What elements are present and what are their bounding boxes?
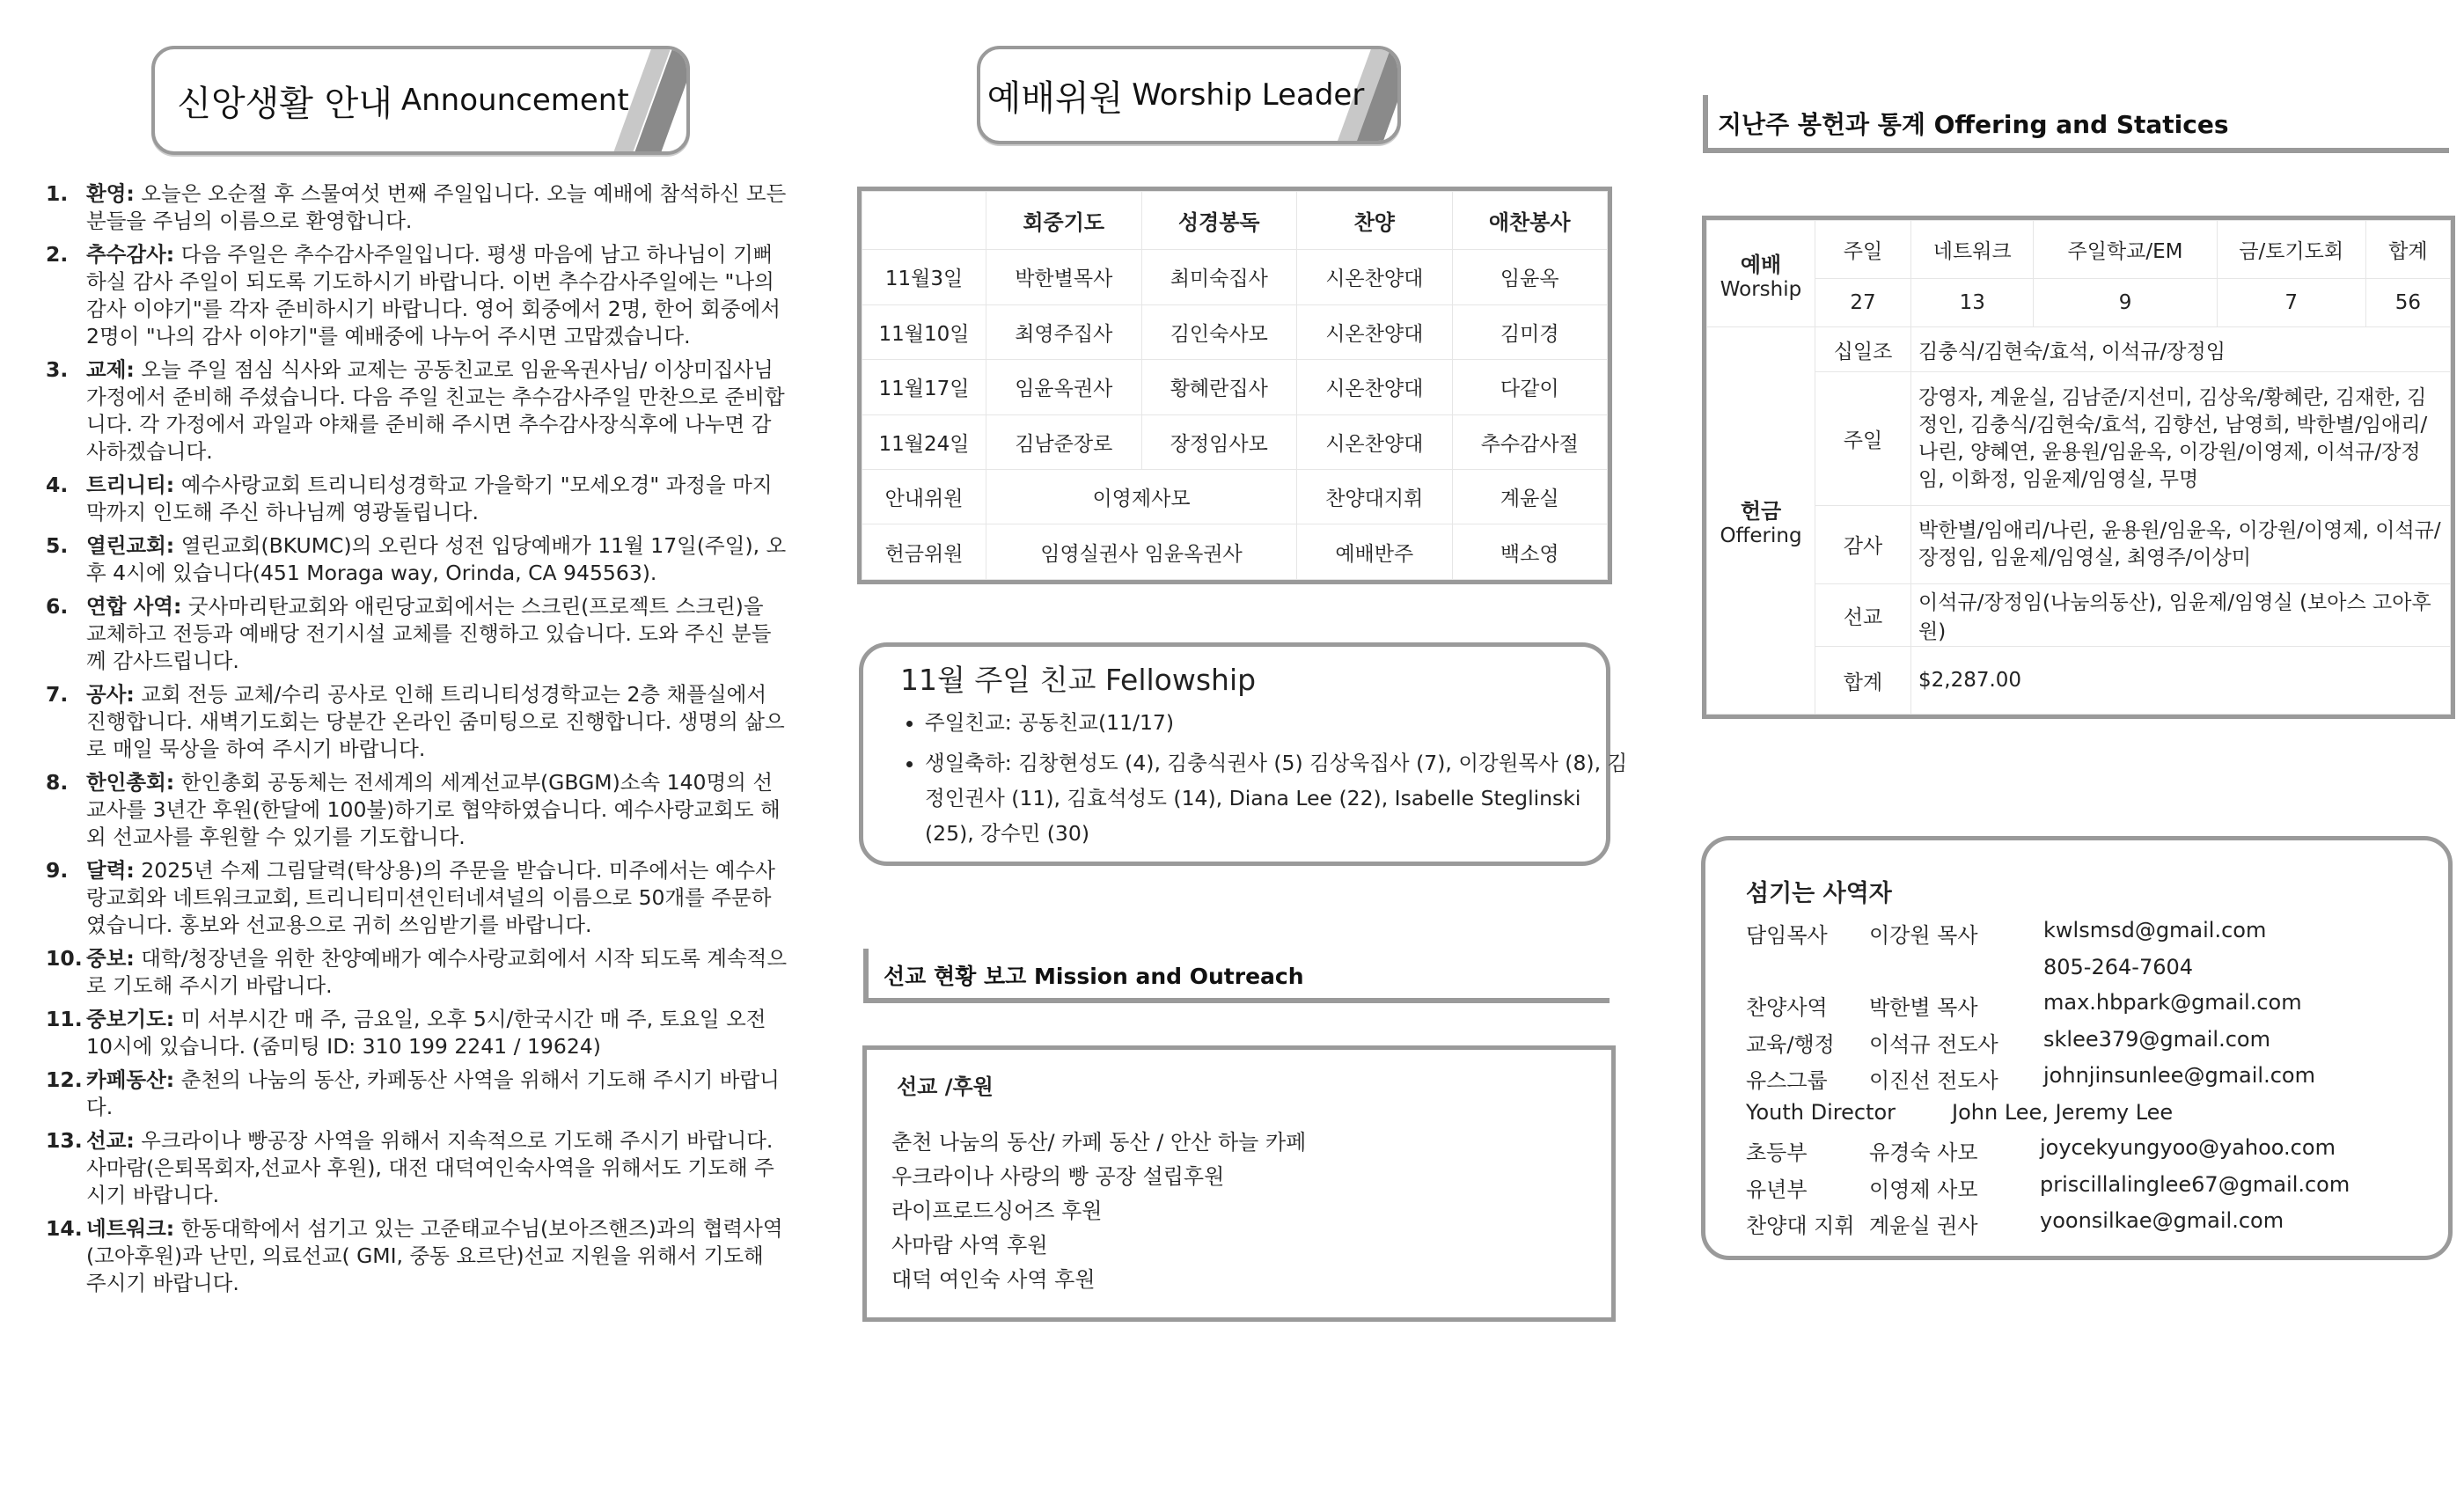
staff-contact: yoonsilkae@gmail.com	[2040, 1208, 2284, 1233]
staff-role: 찬양사역	[1746, 995, 1828, 1020]
list-label: 중보기도:	[86, 1007, 175, 1031]
list-label: 공사:	[86, 682, 135, 707]
table-cell: 56	[2365, 279, 2450, 327]
staff-contact: kwlsmsd@gmail.com	[2043, 918, 2267, 942]
list-label: 중보:	[86, 946, 135, 971]
table-row	[862, 250, 1608, 304]
worship-title	[980, 49, 1397, 141]
list-number: 2.	[46, 242, 69, 267]
announcement-title-box	[151, 46, 690, 155]
list-number: 4.	[46, 473, 69, 497]
list-label: 추수감사:	[86, 242, 175, 267]
table-cell: 9	[2034, 279, 2217, 327]
section-divider	[863, 998, 1610, 1003]
staff-name: 계윤실 권사	[1869, 1214, 1978, 1238]
list-number: 13.	[46, 1128, 83, 1153]
table-cell: 합계	[1815, 647, 1911, 715]
section-divider	[863, 949, 869, 1003]
table-header: 애찬봉사	[1452, 192, 1608, 250]
table-cell: 찬양대지휘	[1297, 470, 1453, 524]
table-cell: 7	[2217, 279, 2365, 327]
section-divider	[1703, 95, 1708, 153]
staff-role: 유년부	[1746, 1177, 1808, 1202]
mission-title: 선교 현황 보고 Mission and Outreach	[884, 964, 1304, 989]
table-row	[862, 304, 1608, 359]
list-label: 교제:	[86, 357, 135, 382]
list-item: • 생일축하: 김창현성도 (4), 김충식권사 (5) 김상욱집사 (7), 이강원목사 (8), 김정인권사 (11), 김효석성도 (14), Diana Lee (22), Isabelle Steglinski (25), 강수민 (30)	[925, 745, 1629, 851]
list-text: 한인총회 공동체는 전세계의 세계선교부(GBGM)소속 140명의 선교사를 3년간 후원(한달에 100불)하기로 협약하였습니다. 예수사랑교회도 해외 선교사를 후원할 수 있기를 기도합니다.	[86, 770, 781, 849]
list-item	[46, 1006, 789, 1060]
list-text: 굿사마리탄교회와 애린당교회에서는 스크린(프로젝트 스크린)을 교체하고 전등과 예배당 전기시설 교체를 진행하고 있습니다. 도와 주신 분들께 감사드립니다.	[86, 594, 772, 673]
table-cell: 추수감사절	[1452, 414, 1608, 469]
table-cell: 임윤옥권사	[986, 360, 1142, 414]
list-label: 트리니티:	[86, 473, 175, 497]
list-item	[46, 1127, 789, 1209]
offering-label-ko: 헌금	[1740, 499, 1782, 524]
offering-label-en: Offering	[1720, 524, 1802, 548]
list-number: 14.	[46, 1216, 83, 1241]
list-text: 대학/청장년을 위한 찬양예배가 예수사랑교회에서 시작 되도록 계속적으로 기도해 주시기 바랍니다.	[86, 946, 788, 998]
announcement-title	[155, 49, 686, 151]
staff-role: 찬양대 지휘	[1746, 1214, 1855, 1238]
list-label: 한인총회:	[86, 770, 175, 795]
list-label: 열린교회:	[86, 533, 175, 558]
table-header: 금/토기도회	[2217, 221, 2365, 279]
table-header: 주일학교/EM	[2034, 221, 2217, 279]
table-cell: 이석규/장정임(나눔의동산), 임윤제/임영실 (보아스 고아후원)	[1911, 584, 2451, 647]
table-cell: 이영제사모	[986, 470, 1297, 524]
table-cell: 임영실권사 임윤옥권사	[986, 524, 1297, 580]
list-text: 춘천의 나눔의 동산, 카페동산 사역을 위해서 기도해 주시기 바랍니다.	[86, 1067, 780, 1119]
list-item	[46, 769, 789, 851]
list-item	[46, 1215, 789, 1297]
table-row	[862, 414, 1608, 469]
table-cell: 11월17일	[862, 360, 986, 414]
table-cell: 계윤실	[1452, 470, 1608, 524]
table-row	[1707, 647, 2451, 715]
table-cell: 27	[1815, 279, 1911, 327]
worship-label-en: Worship	[1720, 277, 1802, 301]
table-header: 주일	[1815, 221, 1911, 279]
table-row	[1707, 279, 2451, 327]
table-cell: 최영주집사	[986, 304, 1142, 359]
worship-title-en: Worship Leader	[1132, 77, 1365, 113]
list-item	[46, 180, 789, 235]
list-item	[46, 1067, 789, 1121]
staff-role: Youth Director	[1746, 1100, 1896, 1125]
list-label: 환영:	[86, 181, 135, 206]
table-header: 합계	[2365, 221, 2450, 279]
table-row	[862, 524, 1608, 580]
list-number: 5.	[46, 533, 69, 558]
table-cell: 강영자, 계윤실, 김남준/지선미, 김상욱/황혜란, 김재한, 김정인, 김충식/김현숙/효석, 김향선, 남영희, 박한별/임애리/나린, 양혜연, 윤용원/임윤옥, 이강원/이영제, 이석규/장정임, 이화정, 임윤제/임영실, 무명	[1911, 372, 2451, 505]
mission-box-title: 선교 /후원	[897, 1074, 994, 1099]
table-cell: 예배반주	[1297, 524, 1453, 580]
list-number: 3.	[46, 357, 69, 382]
list-text: 다음 주일은 추수감사주일입니다. 평생 마음에 남고 하나님이 기뻐하실 감사 주일이 되도록 기도하시기 바랍니다. 이번 추수감사주일에는 "나의 감사 이야기"를 각자 준비하시기 바랍니다. 영어 회중에서 2명, 한어 회중에서 2명이 "나의 감사 이야기"를 예배중에 나누어 주시면 고맙겠습니다.	[86, 242, 781, 348]
table-cell: 안내위원	[862, 470, 986, 524]
list-text: 한동대학에서 섬기고 있는 고준태교수님(보아즈핸즈)과의 협력사역(고아후원)과 난민, 의료선교( GMI, 중동 요르단)선교 지원을 위해서 기도해 주시기 바랍니다.	[86, 1216, 783, 1295]
staff-role: 초등부	[1746, 1140, 1808, 1165]
table-cell: 최미숙집사	[1141, 250, 1297, 304]
table-row	[1707, 505, 2451, 583]
table-row	[862, 470, 1608, 524]
table-cell: 시온찬양대	[1297, 250, 1453, 304]
table-cell: 김남준장로	[986, 414, 1142, 469]
table-row	[1707, 221, 2451, 279]
table-cell: 11월3일	[862, 250, 986, 304]
offering-table	[1706, 220, 2451, 715]
fellowship-list	[900, 705, 1629, 856]
table-header: 성경봉독	[1141, 192, 1297, 250]
list-text: 2025년 수제 그림달력(탁상용)의 주문을 받습니다. 미주에서는 예수사랑교회와 네트워크교회, 트리니티미션인터네셔널의 이름으로 50개를 주문하였습니다. 홍보와 선교용으로 귀히 쓰임받기를 바랍니다.	[86, 858, 775, 937]
table-row	[1707, 584, 2451, 647]
staff-name: 이강원 목사	[1869, 923, 1978, 948]
announcement-title-en: Announcement	[400, 83, 629, 118]
list-item: 사마람 사역 후원	[891, 1233, 1048, 1258]
list-item: 라이프로드싱어즈 후원	[891, 1199, 1103, 1223]
list-number: 1.	[46, 181, 69, 206]
staff-contact: 805-264-7604	[2043, 955, 2194, 979]
list-label: 네트워크:	[86, 1216, 175, 1241]
table-cell: 십일조	[1815, 327, 1911, 372]
list-text: 우크라이나 빵공장 사역을 위해서 지속적으로 기도해 주시기 바랍니다. 사마람(은퇴목회자,선교사 후원), 대전 대덕여인숙사역을 위해서도 기도해 주시기 바랍니다.	[86, 1128, 774, 1207]
table-cell: 11월10일	[862, 304, 986, 359]
fellowship-box	[859, 642, 1628, 866]
staff-box	[1701, 836, 2453, 1260]
table-cell: 시온찬양대	[1297, 304, 1453, 359]
list-number: 10.	[46, 946, 83, 971]
table-cell: 김미경	[1452, 304, 1608, 359]
table-cell: 헌금위원	[862, 524, 986, 580]
table-header: 네트워크	[1911, 221, 2034, 279]
table-header	[862, 192, 986, 250]
list-label: 달력:	[86, 858, 135, 883]
table-cell: 11월24일	[862, 414, 986, 469]
list-item	[46, 241, 789, 350]
list-label: 선교:	[86, 1128, 135, 1153]
worship-table	[862, 191, 1608, 580]
list-item	[46, 857, 789, 939]
table-header-row	[862, 192, 1608, 250]
fellowship-title: 11월 주일 친교 Fellowship	[900, 663, 1257, 697]
worship-title-ko: 예배위원	[986, 77, 1124, 119]
mission-list	[891, 1126, 1306, 1297]
staff-name: 유경숙 사모	[1869, 1140, 1978, 1165]
table-cell: 선교	[1815, 584, 1911, 647]
staff-name: 이석규 전도사	[1869, 1032, 1998, 1057]
staff-role: 교육/행정	[1746, 1032, 1835, 1057]
staff-title: 섬기는 사역자	[1746, 880, 1892, 907]
list-number: 7.	[46, 682, 69, 707]
list-label: 연합 사역:	[86, 594, 182, 619]
table-cell: 박한별목사	[986, 250, 1142, 304]
table-cell: 주일	[1815, 372, 1911, 505]
staff-role: 담임목사	[1746, 923, 1828, 948]
list-number: 12.	[46, 1067, 83, 1092]
staff-role: 유스그룹	[1746, 1068, 1828, 1093]
worship-table-frame	[857, 187, 1612, 584]
list-text: 미 서부시간 매 주, 금요일, 오후 5시/한국시간 매 주, 토요일 오전 10시에 있습니다. (줌미팅 ID: 310 199 2241 / 19624)	[86, 1007, 766, 1059]
list-text: 교회 전등 교체/수리 공사로 인해 트리니티성경학교는 2층 채플실에서 진행합니다. 새벽기도회는 당분간 온라인 줌미팅으로 진행합니다. 생명의 삶으로 매일 묵상을 하여 주시기 바랍니다.	[86, 682, 785, 761]
staff-contact: sklee379@gmail.com	[2043, 1027, 2270, 1052]
table-cell: 황혜란집사	[1141, 360, 1297, 414]
list-item: 대덕 여인숙 사역 후원	[891, 1267, 1096, 1292]
list-item	[46, 356, 789, 466]
list-number: 8.	[46, 770, 69, 795]
list-number: 11.	[46, 1007, 83, 1031]
list-item: 우크라이나 사랑의 빵 공장 설립후원	[891, 1164, 1225, 1189]
list-item	[46, 681, 789, 763]
table-header: 회중기도	[986, 192, 1142, 250]
mission-box	[862, 1045, 1616, 1322]
list-text: 예수사랑교회 트리니티성경학교 가을학기 "모세오경" 과정을 마지막까지 인도해 주신 하나님께 영광돌립니다.	[86, 473, 773, 524]
table-cell: $2,287.00	[1911, 647, 2451, 715]
list-item: • 주일친교: 공동친교(11/17)	[925, 705, 1629, 740]
table-header: 찬양	[1297, 192, 1453, 250]
worship-title-box	[977, 46, 1401, 144]
table-cell: 시온찬양대	[1297, 360, 1453, 414]
table-row	[1707, 372, 2451, 505]
announcement-title-ko: 신앙생활 안내	[177, 83, 392, 124]
table-cell: 김충식/김현숙/효석, 이석규/장정임	[1911, 327, 2451, 372]
table-cell: 백소영	[1452, 524, 1608, 580]
offering-title: 지난주 봉헌과 통계 Offering and Statices	[1718, 110, 2229, 139]
list-number: 9.	[46, 858, 69, 883]
staff-contact: max.hbpark@gmail.com	[2043, 990, 2302, 1015]
table-row	[862, 360, 1608, 414]
list-item: 춘천 나눔의 동산/ 카페 동산 / 안산 하늘 카페	[891, 1130, 1307, 1155]
section-divider	[1703, 148, 2449, 153]
staff-contact: priscillalinglee67@gmail.com	[2040, 1172, 2350, 1197]
table-row	[1707, 327, 2451, 372]
worship-label-cell	[1707, 221, 1815, 327]
list-number: 6.	[46, 594, 69, 619]
list-item	[46, 593, 789, 675]
list-text: 오늘 주일 점심 식사와 교제는 공동친교로 임윤옥권사님/ 이상미집사님 가정에서 준비해 주셨습니다. 다음 주일 친교는 추수감사주일 만찬으로 준비합니다. 각 가정에서 과일과 야채를 준비해 주시면 추수감사장식후에 나누면 감사하겠습니다.	[86, 357, 785, 464]
list-item	[46, 945, 789, 1000]
staff-name: John Lee, Jeremy Lee	[1952, 1100, 2174, 1125]
staff-contact: johnjinsunlee@gmail.com	[2043, 1063, 2315, 1088]
list-text: 열린교회(BKUMC)의 오린다 성전 입당예배가 11월 17일(주일), 오후 4시에 있습니다(451 Moraga way, Orinda, CA 945563).	[86, 533, 787, 585]
list-label: 카페동산:	[86, 1067, 175, 1092]
list-text: 오늘은 오순절 후 스물여섯 번째 주일입니다. 오늘 예배에 참석하신 모든 분들을 주님의 이름으로 환영합니다.	[86, 181, 787, 233]
staff-name: 이진선 전도사	[1869, 1068, 1998, 1093]
table-cell: 13	[1911, 279, 2034, 327]
list-item	[46, 532, 789, 587]
table-cell: 감사	[1815, 505, 1911, 583]
table-cell: 김인숙사모	[1141, 304, 1297, 359]
staff-contact: joycekyungyoo@yahoo.com	[2040, 1135, 2336, 1160]
table-cell: 임윤옥	[1452, 250, 1608, 304]
table-cell: 다같이	[1452, 360, 1608, 414]
announcement-list	[46, 180, 789, 1303]
worship-label-ko: 예배	[1740, 252, 1782, 277]
table-cell: 박한별/임애리/나린, 윤용원/임윤옥, 이강원/이영제, 이석규/장정임, 임윤제/임영실, 최영주/이상미	[1911, 505, 2451, 583]
list-item	[46, 472, 789, 526]
offering-table-frame	[1702, 216, 2455, 719]
offering-label-cell	[1707, 327, 1815, 715]
table-cell: 장정임사모	[1141, 414, 1297, 469]
staff-name: 박한별 목사	[1869, 995, 1978, 1020]
table-cell: 시온찬양대	[1297, 414, 1453, 469]
staff-name: 이영제 사모	[1869, 1177, 1978, 1202]
